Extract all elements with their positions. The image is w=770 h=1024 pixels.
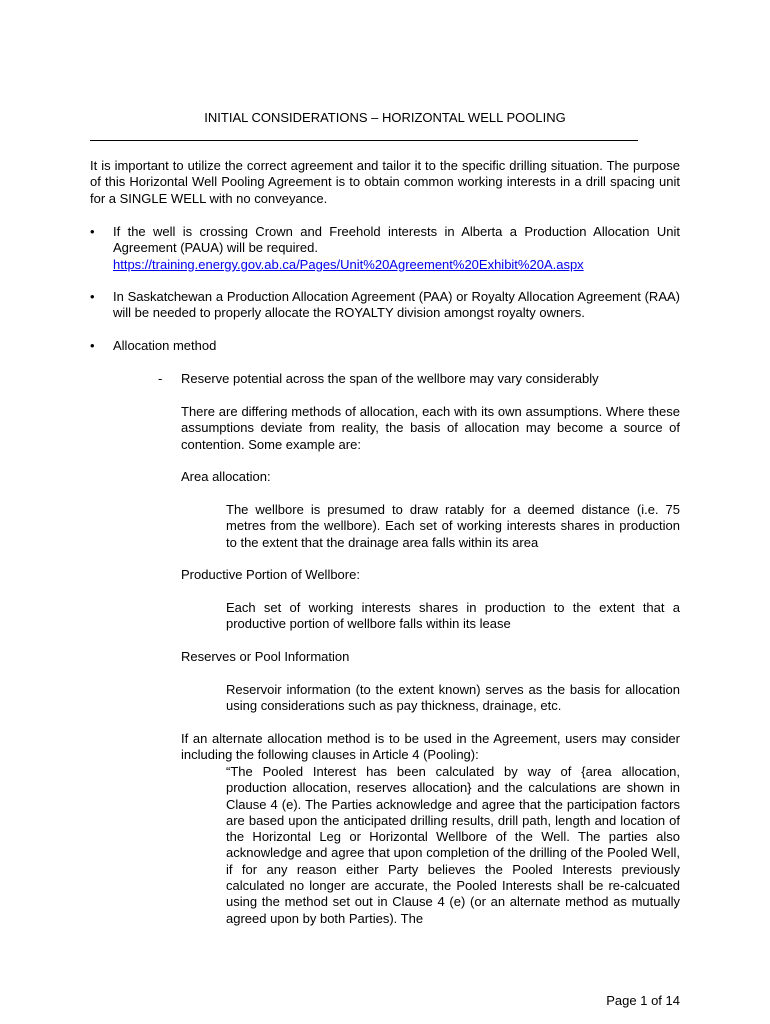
pooling-clause-quote: “The Pooled Interest has been calculated by way of {area allocation, production allocation, reserves allocation} and the calculations are shown in Clause 4 (e). The Parties acknowledge and agree that the participation factors are based upon the anticipated drilling results, drill path, length and location of the Horizontal Leg or Horizontal Wellbore of the Well. The parties also acknowledge and agree that upon completion of the drilling of the Pooled Well, if for any reason either Party believes the Pooled Interests previously calculated no longer are accurate, the Pooled Interests shall be re-calcuated using the method set out in Clause 4 (e) (or an alternate method as mutually agreed upon by both Parties). The [226, 764, 680, 926]
bullet-text: If the well is crossing Crown and Freehold interests in Alberta a Production Allocation Unit Agreement (PAUA) will be required. [113, 224, 680, 256]
method-description-reserves: Reservoir information (to the extent known) serves as the basis for allocation using considerations such as pay thickness, drainage, etc. [226, 682, 680, 714]
method-description-area: The wellbore is presumed to draw ratably for a deemed distance (i.e. 75 metres from the wellbore). Each set of working interests shares in production to the extent that the drainage area falls within its area [226, 502, 680, 550]
page-title: INITIAL CONSIDERATIONS – HORIZONTAL WELL POOLING [204, 110, 566, 125]
bullet-marker: • [90, 224, 95, 239]
bullet-item-allocation-method: Allocation method [113, 338, 217, 353]
bullet-marker: • [90, 289, 95, 304]
intro-paragraph: It is important to utilize the correct agreement and tailor it to the specific drilling situation. The purpose of this Horizontal Well Pooling Agreement is to obtain common working interests in a drill spacing unit for a SINGLE WELL with no conveyance. [90, 158, 680, 206]
dash-item-reserve-potential: Reserve potential across the span of the wellbore may vary considerably [181, 371, 599, 386]
dash-marker: - [158, 371, 163, 386]
method-heading-reserves: Reserves or Pool Information [181, 649, 350, 664]
methods-intro: There are differing methods of allocation, each with its own assumptions. Where these assumptions deviate from reality, the basis of allocation may become a source of contention. Some example are: [181, 404, 680, 452]
bullet-item-saskatchewan: In Saskatchewan a Production Allocation Agreement (PAA) or Royalty Allocation Agreement (RAA) will be needed to properly allocate the ROYALTY division amongst royalty owners. [113, 289, 680, 321]
alternate-intro: If an alternate allocation method is to be used in the Agreement, users may consider including the following clauses in Article 4 (Pooling): [181, 731, 680, 763]
paua-link[interactable]: https://training.energy.gov.ab.ca/Pages/Unit%20Agreement%20Exhibit%20A.aspx [113, 256, 584, 272]
title-rule [90, 140, 638, 141]
bullet-item-paua [113, 224, 680, 273]
method-description-productive-portion: Each set of working interests shares in production to the extent that a productive portion of wellbore falls within its lease [226, 600, 680, 632]
method-heading-productive-portion: Productive Portion of Wellbore: [181, 567, 360, 582]
page-number: Page 1 of 14 [606, 993, 680, 1008]
method-heading-area: Area allocation: [181, 469, 271, 484]
bullet-marker: • [90, 338, 95, 353]
